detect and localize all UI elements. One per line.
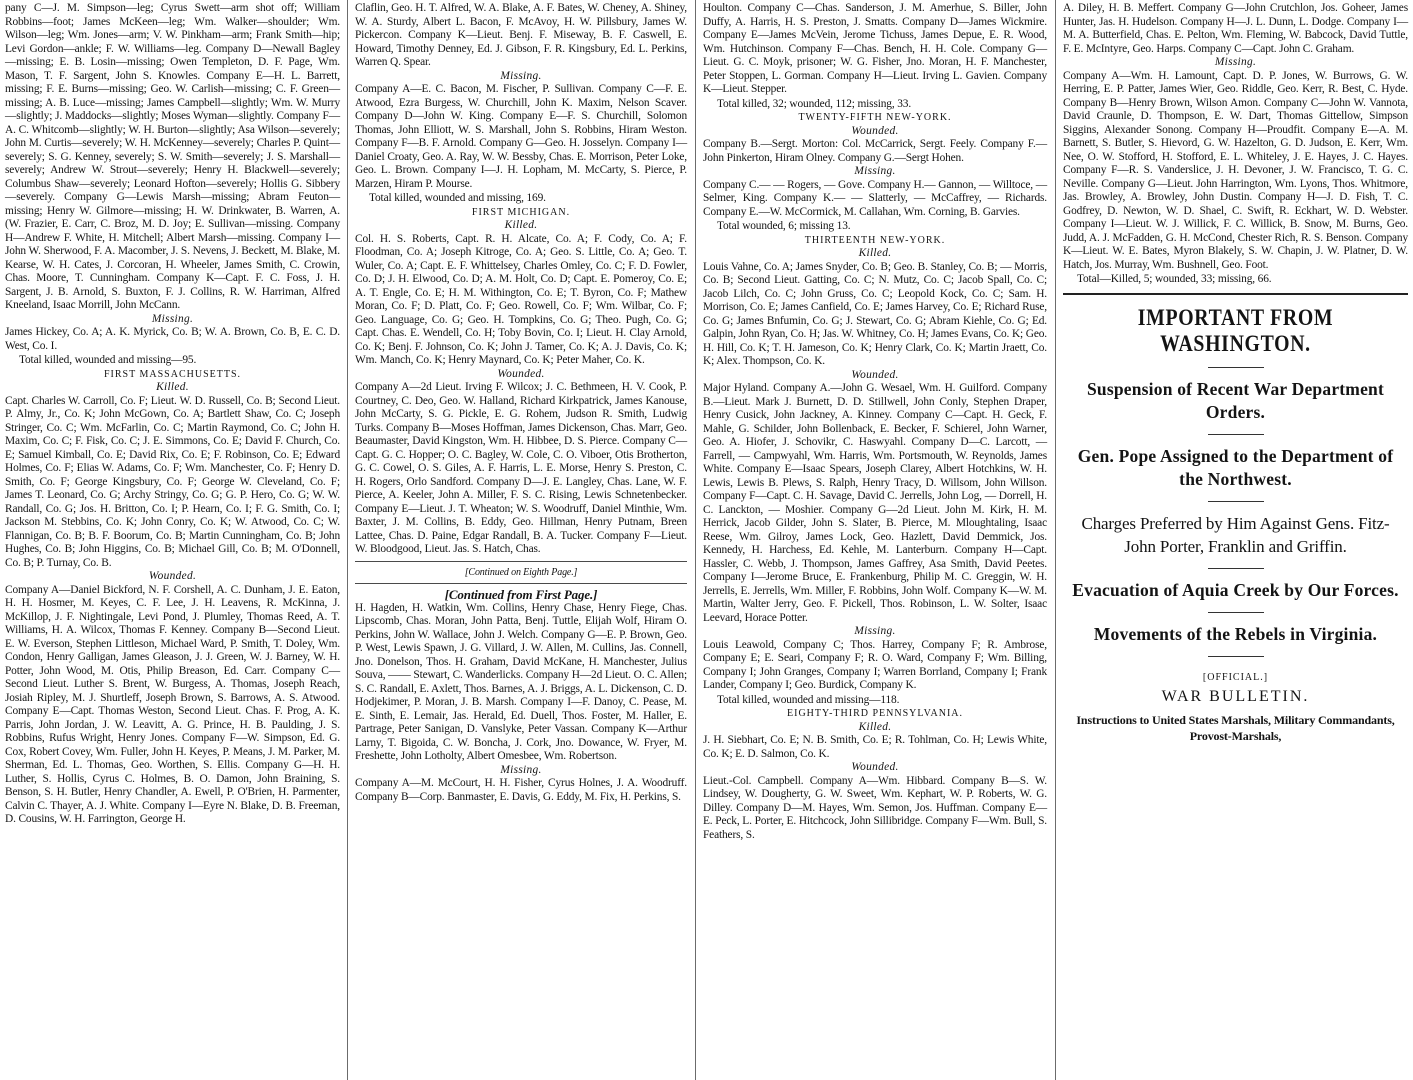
deck-headline: Evacuation of Aquia Creek by Our Forces. (1072, 579, 1399, 600)
section-subheading: Missing. (500, 763, 542, 776)
article-paragraph: Company A—Wm. H. Lamount, Capt. D. P. Jones, W. Burrows, G. W. Herring, E. P. Patter, James Wier, Geo. Riddle, Geo. Kerr, R. Best, C. Hyde. Company B—Henry Brown, Wilson Amon. Company C—John W. Vannota, David Craunle, D. Thompson, E. W. Dart, Thomas Gittellow, Simpson Siggins, Alexander Sonong. Company H—Proudfit. Company E—A. M. Barnett, S. Butler, S. Hievord, G. W. Hazelton, G. D. Judson, E. Kerr, Wm. Nee, O. W. Stofford, H. Stofford, E. L. Whiteley, J. E. Hayes, J. C. Hayes. Company F—R. S. Vanderslice, J. H. Devoner, J. W. Francisco, T. G. C. Neville. Company G—Lieut. John Harrington, Wm. Lyons, Thos. Whitmore, Jas. Browley, A. Browley, John Dustin. Company H—J. D. Fish, T. C. Godfrey, D. Newton, W. D. Shael, C. Swift, R. Eckhart, W. D. Webster. Company I—Lieut. W. J. Willick, F. C. Willick, B. Snow, M. Burns, Geo. Judd, A. J. McFadden, G. H. McCond, Chester Rich, R. S. Benson. Company K—Lieut. W. E. Bates, Myron Blakely, S. W. Chapin, J. W. Platner, D. W. Hatch, Jos. Murray, Wm. Bushnell, Geo. Foot. (1063, 69, 1408, 271)
article-paragraph: Claflin, Geo. H. T. Alfred, W. A. Blake, A. F. Bates, W. Cheney, A. Shiney, W. A. Sturdy, Albert L. Bacon, F. McAvoy, H. W. Pillsbury, James W. Pickercon. Company K—Lieut. Benj. F. Miseway, B. F. Caswell, E. Howard, Timothy Denney, Ed. J. Gibson, F. R. Kingsbury, Ed. L. Perkins, Warren Q. Spear. (355, 2, 687, 68)
regiment-heading: EIGHTY-THIRD PENNSYLVANIA. (787, 708, 963, 719)
article-paragraph: Company A—E. C. Bacon, M. Fischer, P. Sullivan. Company C—F. E. Atwood, Ezra Burgess, W. Churchill, John K. Maxim, Nelson Scaver. Company D—John W. King. Company E—F. S. Churchill, Solomon Thomas, John Elliott, W. S. Marshall, John S. Robbins, Hiram Weston. Company F—B. F. Arnold. Company G—Geo. H. Josselyn. Company I—Daniel Croaty, Geo. A. Ray, W. W. Bessby, Chas. E. Morrison, Peter Loke, Geo. L. Brown. Company I—J. H. Lopham, M. McCarty, S. Pierce, P. Marzen, Hiram P. Mourse. (355, 83, 687, 190)
section-subheading: Killed. (858, 247, 892, 259)
deck-headline: Suspension of Recent War Department Orders. (1086, 378, 1385, 422)
column-1 (0, 0, 345, 1080)
regiment-heading: TWENTY-FIFTH NEW-YORK. (798, 112, 952, 123)
divider (1063, 293, 1408, 295)
section-subheading: Missing. (854, 625, 896, 637)
article-paragraph: H. Hagden, H. Watkin, Wm. Collins, Henry Chase, Henry Fiege, Chas. Lipscomb, Chas. Moran, John Patta, Benj. Tuttle, Elijah Wolf, Hiram O. Perkins, John W. Wallace, John J. Welch. Company G—E. P. Brown, Geo. P. West, Lewis Spawn, J. G. Villard, J. W. Allen, M. Cullins, Jas. Connell, Jno. Donelson, Thos. H. Graham, David McKane, H. Manchester, Julius Souva, —— Stewart, C. Wanderlicks. Company H—2d Lieut. O. C. Allen; S. C. Randall, E. Axlett, Thos. Barnes, A. J. Briggs, A. L. Dickenson, C. D. Hodjekimer, P. Moran, J. B. Marsh. Company I—F. Danoy, C. Pease, M. E. Sinth, E. Lemair, Jas. Herald, Ed. Duell, Thos. Foster, M. Haller, E. Partrage, Peter Sanigan, D. Vanslyke, Peter Vassan. Company K—Arthur Larny, T. Bigoida, C. W. Boncha, J. Cork, Jno. Dowance, W. Fryer, M. Freshette, John Lotholty, Albert Omesbee, Wm. Robertson. (355, 601, 687, 762)
divider (1208, 501, 1264, 502)
continued-notice: [Continued on Eighth Page.] (464, 566, 578, 578)
section-subheading: Missing. (151, 312, 194, 325)
casualty-total: Total wounded, 6; missing 13. (717, 220, 851, 232)
section-subheading: Wounded. (851, 124, 899, 137)
article-paragraph: Capt. Charles W. Carroll, Co. F; Lieut. W. D. Russell, Co. B; Second Lieut. P. Almy, Jr., Co. K; John McGown, Co. A; Bartlett Shaw, Co. C; Joseph Stringer, Co. C; Wm. McFarlin, Co. C; Martin Raymond, Co. C; John H. Maxim, Co. C; F. Fisk, Co. C; J. E. Simmons, Co. E; David F. Church, Co. E; Samuel Kimball, Co. E; David Rix, Co. E; F. Robinson, Co. E; Edward Holmes, Co. F; Elias W. Adams, Co. F; Wm. Manchester, Co. F; Henry D. Smith, Co. F; George Kingsbury, Co. F; George W. Cleveland, Co. F; James T. Leonard, Co. G; Archy Stringy, Co. G; G. P. Hero, Co. G; W. W. Randall, Co. G; Jos. H. Britton, Co. I; P. Hearn, Co. I; F. G. Smith, Co. I; Jackson M. Stebbins, Co. K; John Conry, Co. K; W. Atwood, Co. C; W. Flannigan, Co. B; B. F. Boorum, Co. B; Martin Cunningham, Co. B; John Hughes, Co. B; John Higgins, Co. B; Michael Gill, Co. B; M. O'Donnell, Co. B; P. Turnay, Co. B. (5, 394, 340, 569)
article-paragraph: Major Hyland. Company A.—John G. Wesael, Wm. H. Guilford. Company B.—Lieut. Mark J. Burnett, D. D. Stillwell, John Conly, Stephen Draper, Henry Cusick, John Jackney, A. Kinney. Company C—Capt. H. Geck, F. Mahle, G. Schilder, John Bollenback, E. Becker, F. Schierel, John Warner, Geo. A. Hiofer, J. Schovikr, C. Haswyahl. Company D—C. Larcott, — Farrell, — Campwyahl, Wm. Harris, Wm. Portsmouth, W. Reynolds, James White. Company E—Isaac Spears, Joseph Clarey, Albert Hotchkins, W. H. Lewis, Lewis B. Plews, S. Ralph, Henry Tracy, D. Willsom, John Willson. Company F—Capt. C. H. Savage, David C. Jerrells, John Log, — Dorrell, H. C. Lanckton, — Moshier. Company G—2d Lieut. John M. Kirk, H. M. Herrick, Jacob Gilder, John S. Slater, B. Pierce, M. Mloughtaling, Isaac Reese, Wm. Gilroy, James Lock, Geo. Hazlett, David Demmick, Jos. Kennedy, H. Harchess, Ed. Kehle, M. Lanterburn. Company H—Capt. Hassler, C. Webb, J. Thompson, James Gaffrey, Asa Smith, David Peetes. Company I—Jerome Bruce, E. Frankenburg, Philip M. C. Greggin, W. H. Jerrells, E. Jerrells, Wm. Miller, F. Robbins, John Wolf. Company K—W. M. Martin, Walter Jerry, Geo. F. Pickell, Thos. Robinson, L. W. Solter, Isaac Leevard, Horace Potter. (703, 382, 1047, 624)
article-paragraph: Company B.—Sergt. Morton: Col. McCarrick, Sergt. Feely. Company F.—John Pinkerton, Hiram Olney. Company G.—Sergt Hohen. (703, 138, 1047, 164)
article-paragraph: Company A—M. McCourt, H. H. Fisher, Cyrus Holnes, J. A. Woodruff. Company B—Corp. Banmaster, E. Davis, G. Eddy, M. Fix, H. Perkins, S. (355, 777, 687, 803)
column-rule (1055, 0, 1056, 1080)
deck-headline: Gen. Pope Assigned to the Department of the Northwest. (1077, 445, 1394, 489)
section-subheading: Killed. (504, 219, 538, 231)
column-rule (347, 0, 348, 1080)
deck-headline: Charges Preferred by Him Against Gens. Fitz-John Porter, Franklin and Griffin. (1081, 513, 1390, 556)
article-paragraph: Company A—Daniel Bickford, N. F. Corshell, A. C. Dunham, J. E. Eaton, H. H. Hosmer, M. Keyes, C. F. Lee, J. H. Leavens, R. McKinna, J. McKillop, J. F. Nightingale, Levi Pond, J. Plumley, Thomas Reed, A. T. Williams, H. A. Wilcox, Thomas F. Kenney. Company B—Second Lieut. E. W. Everson, Stephen Littleson, Michael Ward, P. Smith, T. Doley, Wm. Condon, Henry Galligan, James Gleason, J. J. Green, W. J. Barney, W. H. Potter, John Wood, M. Otis, Philip Breason, Ed. Carr. Company C—Second Lieut. Luther S. Brent, W. Burgess, A. Thomas, Joseph Reach, Josiah Ripley, M. J. Shurtleff, Joseph Brown, S. Barrows, A. S. Atwood. Company E—Capt. Thomas Weston, Second Lieut. Chas. F. Prog, A. K. Parris, John Jordan, J. W. Leavitt, A. G. Prince, H. B. Paulding, J. S. Robbins, Rufus Wright, Henry Jones. Company F—W. Simpson, Ed. G. Cox, Robert Covey, Wm. Fuller, John H. Keyes, P. Means, J. M. Parker, M. Sherman, Ed. L. Thomas, Geo. Worthen, S. Ellis. Company G—H. H. Luther, S. Hollis, Cyrus C. Holmes, B. O. Damon, John Braining, S. Benson, S. H. Butler, Henry Chandler, A. Ewell, P. O'Brien, H. Parmenter, Calvin C. Thayer, A. J. White. Company I—Eyre N. Blake, D. B. Freeman, D. Cousins, W. H. Farrington, George H. (5, 583, 340, 825)
section-subheading: Missing. (854, 165, 896, 177)
regiment-heading: THIRTEENTH NEW-YORK. (804, 234, 946, 246)
regiment-heading: FIRST MICHIGAN. (471, 206, 571, 218)
section-subheading: Wounded. (851, 368, 899, 381)
article-paragraph: Company C.— — Rogers, — Gove. Company H.— Gannon, — Willtoce, — Selmer, King. Company K.— — Slatterly, — McCaffrey, — Richards. Company E.—W. McCormick, M. Callahan, Wm. Corning, B. Garvies. (703, 178, 1047, 218)
article-paragraph: Lieut.-Col. Campbell. Company A—Wm. Hibbard. Company B—S. W. Lindsey, W. Dougherty, G. W. Sweet, Wm. Kephart, W. P. Roberts, W. G. Dilley. Company D—M. Hayes, Wm. Semon, Jos. Huffman. Company E—E. Peck, L. Porter, E. Hitchcock, John Sillibridge. Company F—Wm. Bull, S. Feathers, S. (703, 774, 1047, 841)
divider (1208, 367, 1264, 368)
casualty-total: Total killed, 32; wounded, 112; missing, 33. (717, 97, 912, 110)
bulletin-subtitle: Instructions to United States Marshals, Military Commandants, Provost-Marshals, (1076, 712, 1395, 743)
continued-notice: [Continued from First Page.] (444, 587, 598, 602)
casualty-total: Total—Killed, 5; wounded, 33; missing, 66. (1077, 273, 1272, 285)
divider (1208, 612, 1264, 613)
section-subheading: Wounded. (851, 761, 899, 773)
article-paragraph: Louis Vahne, Co. A; James Snyder, Co. B; Geo. B. Stanley, Co. B; — Morris, Co. B; Second Lieut. Gatting, Co. C; N. Mutz, Co. C; Jacob Spall, Co. C; Jacob Lilch, Co. C; John Gruss, Co. C; Leopold Kock, Co. C; Sam. H. Morrison, Co. E; James Canfield, Co. E; James Harvey, Co. E; Richard Ruse, Co. G; James Bnfumin, Co. G; J. Stewart, Co. G; Abram Kiehle, Co. G; Ed. Galpin, John Ryan, Co. H; Jas. W. Whitney, Co. H; James Evans, Co. K; Geo. H. Hill, Co. K; T. H. Jameson, Co. K; Henry Clark, Co. K; Martin Jraett, Co. K; Alex. Thompson, Co. K. (703, 260, 1047, 367)
regiment-heading: FIRST MASSACHUSETTS. (103, 368, 242, 380)
section-subheading: Missing. (1214, 56, 1257, 68)
section-subheading: Killed. (156, 381, 189, 393)
deck-headline: Movements of the Rebels in Virginia. (1093, 623, 1378, 644)
bulletin-title: WAR BULLETIN. (1161, 688, 1310, 705)
official-label: [OFFICIAL.] (1202, 671, 1269, 683)
divider (355, 561, 687, 562)
casualty-total: Total killed, wounded and missing—95. (19, 354, 197, 366)
column-4 (1058, 0, 1413, 1080)
article-paragraph: Company A—2d Lieut. Irving F. Wilcox; J. C. Bethmeen, H. V. Cook, P. Courtney, C. Deo, Geo. W. Halland, Richard Kirkpatrick, James Kanouse, John McCarty, S. G. Pickle, E. G. Rohem, Judson R. Smith, Ludwig Turks. Company B—Moses Hoffman, James Dickenson, Chas. Marr, Geo. Beaumaster, David Kingston, Wm. H. Hibbee, D. S. Pierce. Company C—Capt. G. C. Hopper; O. C. Bagley, W. Cole, C. O. Viboer, Otis Brotherton, G. C. Cowel, O. S. Giles, A. F. Harris, L. E. Morse, Henry S. Preston, C. H. Rogers, Orlo Sandford. Company D—J. E. Langley, Chas. Lane, W. F. Pierce, A. Keeler, John A. Miller, F. S. C. Rising, Lewis Schnetenbecker. Company E—Lieut. J. T. Wheaton; W. S. Woodruff, Daniel Minthie, Wm. Baxter, J. M. Collins, B. Eddy, Geo. Hillman, Henry Putnam, Breen Lattee, Chas. D. Paine, Edgar Randall, B. A. Tucker. Company F—Lieut. W. Bloodgood, Lieut. Jas. S. Hatch, Chas. (355, 381, 687, 555)
article-paragraph: pany C—J. M. Simpson—leg; Cyrus Swett—arm shot off; William Robbins—foot; James McKeen—leg; Wm. Walker—shoulder; Wm. Wilson—leg; Wm. Jones—arm; V. W. Pinkham—arm; Frank Smith—hip; Levi Gordon—ankle; F. W. Williams—leg. Company D—Newall Bagley—missing; E. B. Losin—missing; Owen Templeton, D. F. Page, Wm. Mason, T. F. Sargent, John S. Knowles. Company E—H. L. Barrett, missing; F. E. Burns—missing; Geo. W. Carlish—missing; C. F. Green—missing; A. B. Luce—missing; James Campbell—slightly; Wm. W. Murry—slightly; J. Maddocks—slightly; Moses Wyman—slightly. Company F—A. C. Whitcomb—slightly; W. H. Burton—slightly; Asa Wilson—severely; John M. Curtis—severely; W. H. McKenney—severely; Charles P. Quint—severely; S. G. Kenney, severely; S. W. Smith—severely; J. S. Marshall—severely; Andrew W. Strout—severely; Henry H. Blackwell—severely; Columbus Shaw—severely; Leonard Hofton—severely; Hollis G. Sibbery—severely. Company G—Lewis Marsh—missing; Abram Feuton—missing; Henry W. Gilmore—missing; H. W. Drinkwater, B. Warren, A. (W. Frazier, E. Carr, C. Broz, M. D. Joy; E. Sullivan—missing. Company H—Andrew F. White, H. Mitchell; Albert Marsh—missing. Company I—John W. Sherwood, F. A. Macomber, J. S. Nevens, J. Beckett, M. Blake, M. Kearse, W. H. Cates, J. Corcoran, H. Wheeler, James Smith, C. Crowin, Chas. Moore, T. Cunningham. Company K—Capt. F. C. Foss, J. H. Sargent, J. B. Arnold, S. Buxton, F. J. Collins, R. W. Harriman, Alfred Kneeland, Isaac Morrill, John McCann. (5, 2, 340, 311)
section-subheading: Killed. (858, 720, 892, 733)
main-headline: IMPORTANT FROM WASHINGTON. (1137, 304, 1334, 356)
article-paragraph: A. Diley, H. B. Meffert. Company G—John Crutchlon, Jos. Goheer, James Hunter, Jas. H. Hudelson. Company H—J. L. Dunn, L. Dodge. Company I—M. A. Butterfield, Chas. E. Pelton, Wm. Fleming, W. Babcock, David Tuttle, F. E. McIntyre, Geo. Harps. Company C—Capt. John C. Graham. (1063, 2, 1408, 55)
column-rule (695, 0, 696, 1080)
article-paragraph: James Hickey, Co. A; A. K. Myrick, Co. B; W. A. Brown, Co. B, E. C. D. West, Co. I. (5, 326, 340, 352)
article-paragraph: Col. H. S. Roberts, Capt. R. H. Alcate, Co. A; F. Cody, Co. A; F. Floodman, Co. A; Joseph Kitroge, Co. A; Geo. S. Little, Co. A; Geo. T. Wuler, Co. A; Capt. E. F. Whittelsey, Charles Omley, Co. C; F. D. Fowler, Co. D; J. H. Elwood, Co. D; A. M. Holt, Co. D; Capt. E. Pomeroy, Co. E; A. T. Engle, Co. E; H. M. Withington, Co. E; T. Byron, Co. F; Mathew Moran, Co. F; D. Platt, Co. F; Geo. Rowell, Co. F; Wm. Wilbar, Co. F; Geo. Language, Co. G; Geo. H. Tompkins, Co. G; Theo. Pugh, Co. G; Capt. Chas. E. Wendell, Co. H; Toby Bovin, Co. I; Lieut. H. Clay Arnold, Co. K; Benj. F. Johnson, Co. K; John J. Tamer, Co. K; A. J. Davis, Co. K; Wm. Manch, Co. K; Henry Maynard, Co. K; Peter Maher, Co. K. (355, 232, 687, 366)
section-subheading: Wounded. (148, 570, 197, 582)
section-subheading: Wounded. (497, 367, 545, 380)
casualty-total: Total killed, wounded and missing, 169. (369, 192, 546, 204)
divider (1208, 656, 1264, 657)
divider (1208, 568, 1264, 569)
casualty-total: Total killed, wounded and missing—118. (717, 693, 900, 706)
section-subheading: Missing. (500, 69, 542, 82)
column-2 (350, 0, 692, 1080)
divider (355, 583, 687, 584)
column-3 (698, 0, 1052, 1080)
article-paragraph: J. H. Siebhart, Co. E; N. B. Smith, Co. E; R. Tohlman, Co. H; Lewis White, Co. K; E. D. Salmon, Co. K. (703, 734, 1047, 760)
divider (1208, 434, 1264, 435)
article-paragraph: Louis Leawold, Company C; Thos. Harrey, Company F; R. Ambrose, Company E; E. Seari, Company F; R. O. Ward, Company F; Wm. Billing, Company I; John Granges, Company I; Warren Borrland, Company I; Frank Lander, Company I; Geo. Burdick, Company K. (703, 638, 1047, 691)
article-paragraph: Houlton. Company C—Chas. Sanderson, J. M. Amerhue, S. Biller, John Duffy, A. Harris, H. S. Preston, J. Smatts. Company D—James Wickmire. Company E—James McVein, Jerome Tichuss, James Depue, E. R. Wood, Wm. Hutchinson. Company F—Chas. Bench, H. H. Cole. Company G—Lieut. G. C. Moyk, prisoner; W. G. Fisher, Jno. Moran, H. F. Manchester, Peter Stoppen, L. Gorman. Company H—Lieut. Irving L. Gavien. Company K—Lieut. Stepper. (703, 2, 1047, 95)
